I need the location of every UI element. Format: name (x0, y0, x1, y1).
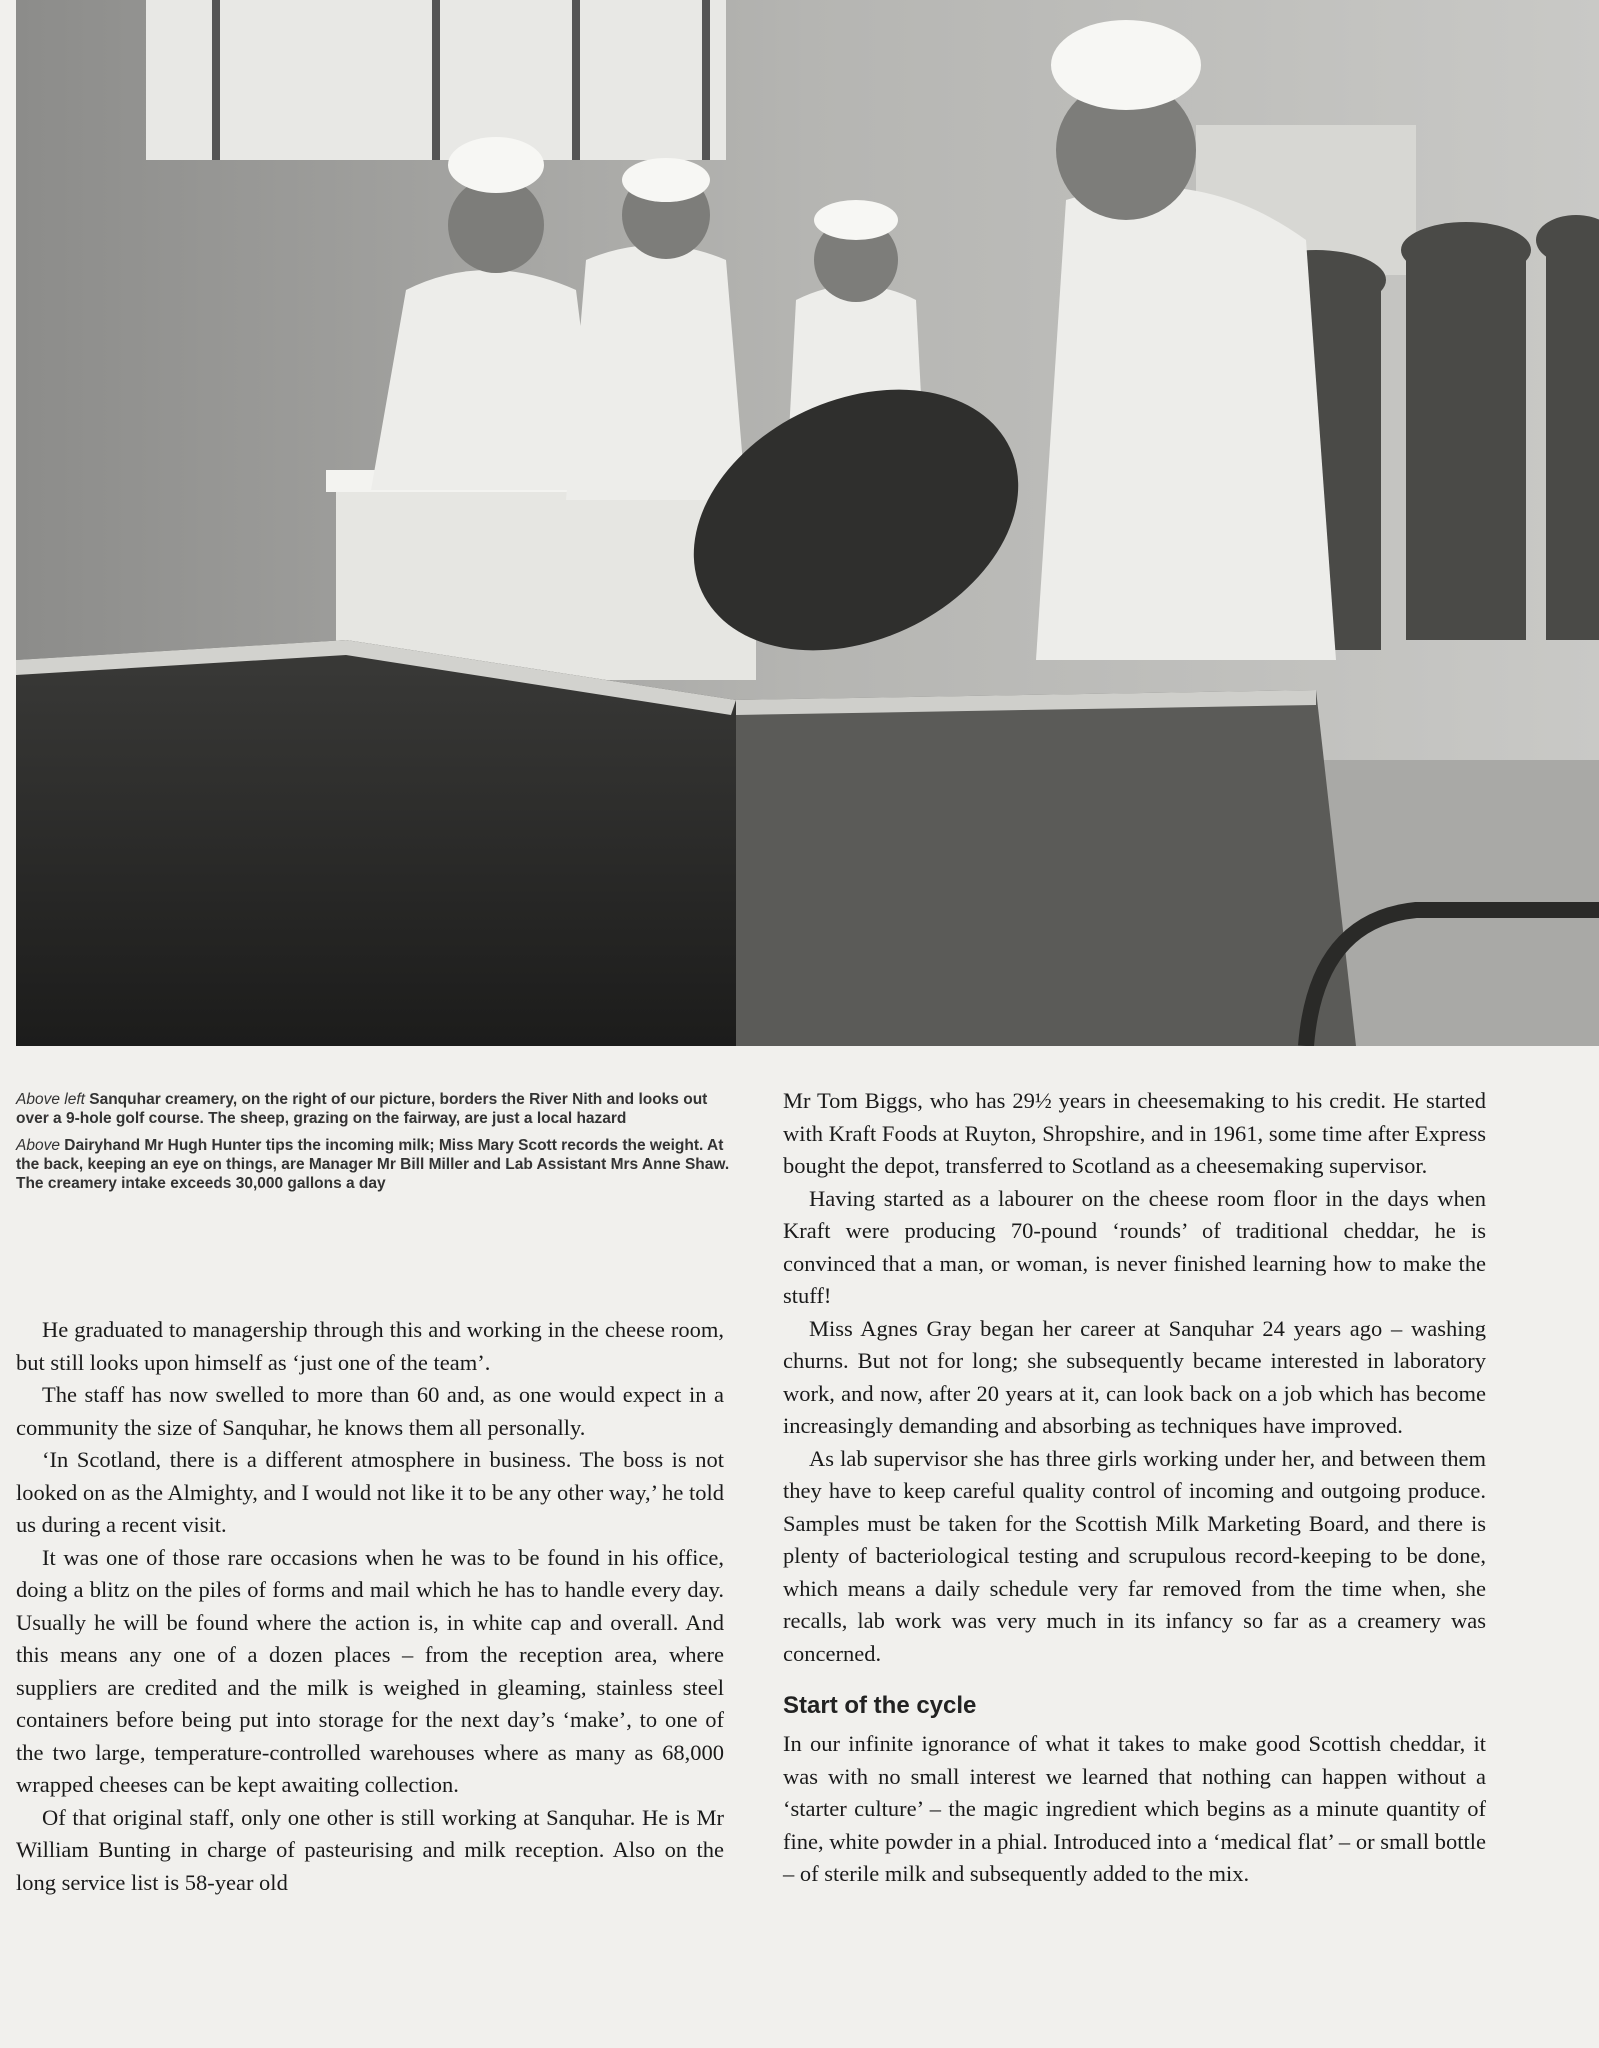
caption-above: Above Dairyhand Mr Hugh Hunter tips the incoming milk; Miss Mary Scott records the weight. At the back, keeping an eye on things, are Manager Mr Bill Miller and Lab Assistant Mrs Anne Shaw. The creamery intake exceeds 30,000 gallons a day (16, 1137, 730, 1192)
paragraph: He graduated to managership through this and working in the cheese room, but still looks upon himself as ‘just one of the team’. (16, 1317, 724, 1375)
section-heading: Start of the cycle (783, 1692, 977, 1719)
right-text-column (783, 1085, 1486, 1891)
paragraph: As lab supervisor she has three girls working under her, and between them they have to keep careful quality control of incoming and outgoing produce. Samples must be taken for the Scottish Milk Marketing Board, and there is plenty of bacteriological testing and scrupulous record-keeping to be done, which means a daily schedule very far removed from the time when, she recalls, lab work was very much in its infancy so far as a creamery was concerned. (783, 1445, 1486, 1666)
photo-captions (16, 1090, 740, 1201)
paragraph: Having started as a labourer on the cheese room floor in the days when Kraft were producing 70-pound ‘rounds’ of traditional cheddar, he is convinced that a man, or woman, is never finished learning how to make the stuff! (783, 1185, 1486, 1308)
paragraph: ‘In Scotland, there is a different atmosphere in business. The boss is not looked on as the Almighty, and I would not like it to be any other way,’ he told us during a recent visit. (16, 1447, 724, 1537)
paragraph: It was one of those rare occasions when he was to be found in his office, doing a blitz on the piles of forms and mail which he has to handle every day. Usually he will be found where the action is, in white cap and overall. And this means any one of a dozen places – from the reception area, where suppliers are credited and the milk is weighed in gleaming, stainless steel containers before being put into storage for the next day’s ‘make’, to one of the two large, temperature-controlled warehouses where as many as 68,000 wrapped cheeses can be kept awaiting collection. (16, 1544, 724, 1797)
paragraph: The staff has now swelled to more than 60 and, as one would expect in a community the size of Sanquhar, he knows them all personally. (16, 1382, 724, 1440)
photo-illustration (16, 0, 1599, 1046)
paragraph: Miss Agnes Gray began her career at Sanquhar 24 years ago – washing churns. But not for long; she subsequently became interested in laboratory work, and now, after 20 years at it, can look back on a job which has become increasingly demanding and absorbing as techniques have improved. (783, 1315, 1486, 1438)
caption-above-left: Above left Sanquhar creamery, on the right of our picture, borders the River Nith and looks out over a 9-hole golf course. The sheep, grazing on the fairway, are just a local hazard (16, 1091, 708, 1127)
paragraph: Mr Tom Biggs, who has 29½ years in cheesemaking to his credit. He started with Kraft Foods at Ruyton, Shropshire, and in 1961, some time after Express bought the depot, transferred to Scotland as a cheesemaking supervisor. (783, 1088, 1486, 1178)
creamery-photo (16, 0, 1599, 1046)
left-text-column (16, 1314, 724, 1899)
paragraph: In our infinite ignorance of what it takes to make good Scottish cheddar, it was with no small interest we learned that nothing can happen without a ‘starter culture’ – the magic ingredient which begins as a minute quantity of fine, white powder in a phial. Introduced into a ‘medical flat’ – or small bottle – of sterile milk and subsequently added to the mix. (783, 1731, 1486, 1886)
paragraph: Of that original staff, only one other is still working at Sanquhar. He is Mr William Bunting in charge of pasteurising and milk reception. Also on the long service list is 58-year old (16, 1804, 724, 1895)
